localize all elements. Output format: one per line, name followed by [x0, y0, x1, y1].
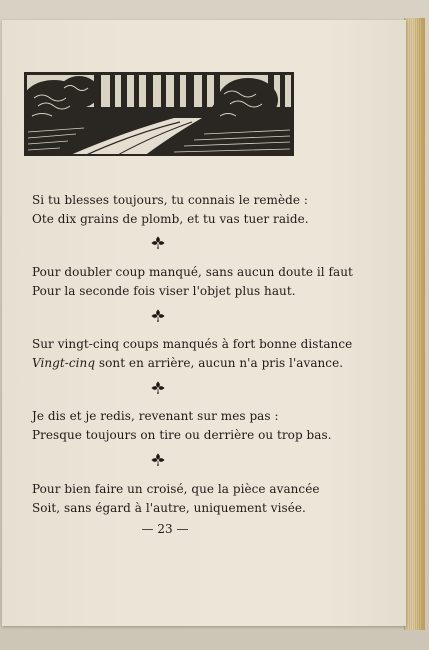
- fleuron-icon: [151, 381, 165, 395]
- stanza-1: [32, 191, 309, 229]
- stanza-3: [32, 335, 352, 373]
- fleuron-icon: [151, 309, 165, 323]
- woodcut-forest-path-icon: [24, 72, 294, 156]
- page-edge: [404, 18, 425, 630]
- verse-line-rest: sont en arrière, aucun n'a pris l'avance.: [95, 356, 344, 370]
- verse-line: Soit, sans égard à l'autre, uniquement visée.: [32, 501, 306, 515]
- verse-line: Presque toujours on tire ou derrière ou trop bas.: [32, 428, 332, 442]
- stanza-4: [32, 407, 332, 445]
- verse-line: Pour bien faire un croisé, que la pièce avancée: [32, 482, 320, 496]
- page-number: — 23 —: [141, 522, 189, 536]
- verse-line: Ote dix grains de plomb, et tu vas tuer raide.: [32, 212, 309, 226]
- verse-line: Sur vingt-cinq coups manqués à fort bonne distance: [32, 337, 353, 351]
- stanza-2: [32, 263, 353, 301]
- fleuron-icon: [151, 453, 165, 467]
- verse-line: Si tu blesses toujours, tu connais le remède :: [32, 193, 308, 207]
- verse-line: Je dis et je redis, revenant sur mes pas :: [32, 409, 279, 423]
- verse-line: Pour la seconde fois viser l'objet plus haut.: [32, 284, 296, 298]
- verse-line: [32, 354, 352, 373]
- stanza-5: [32, 480, 320, 518]
- verse-line: Pour doubler coup manqué, sans aucun doute il faut: [32, 265, 353, 279]
- fleuron-icon: [151, 236, 165, 250]
- verse-italic-word: Vingt-cinq: [32, 356, 96, 370]
